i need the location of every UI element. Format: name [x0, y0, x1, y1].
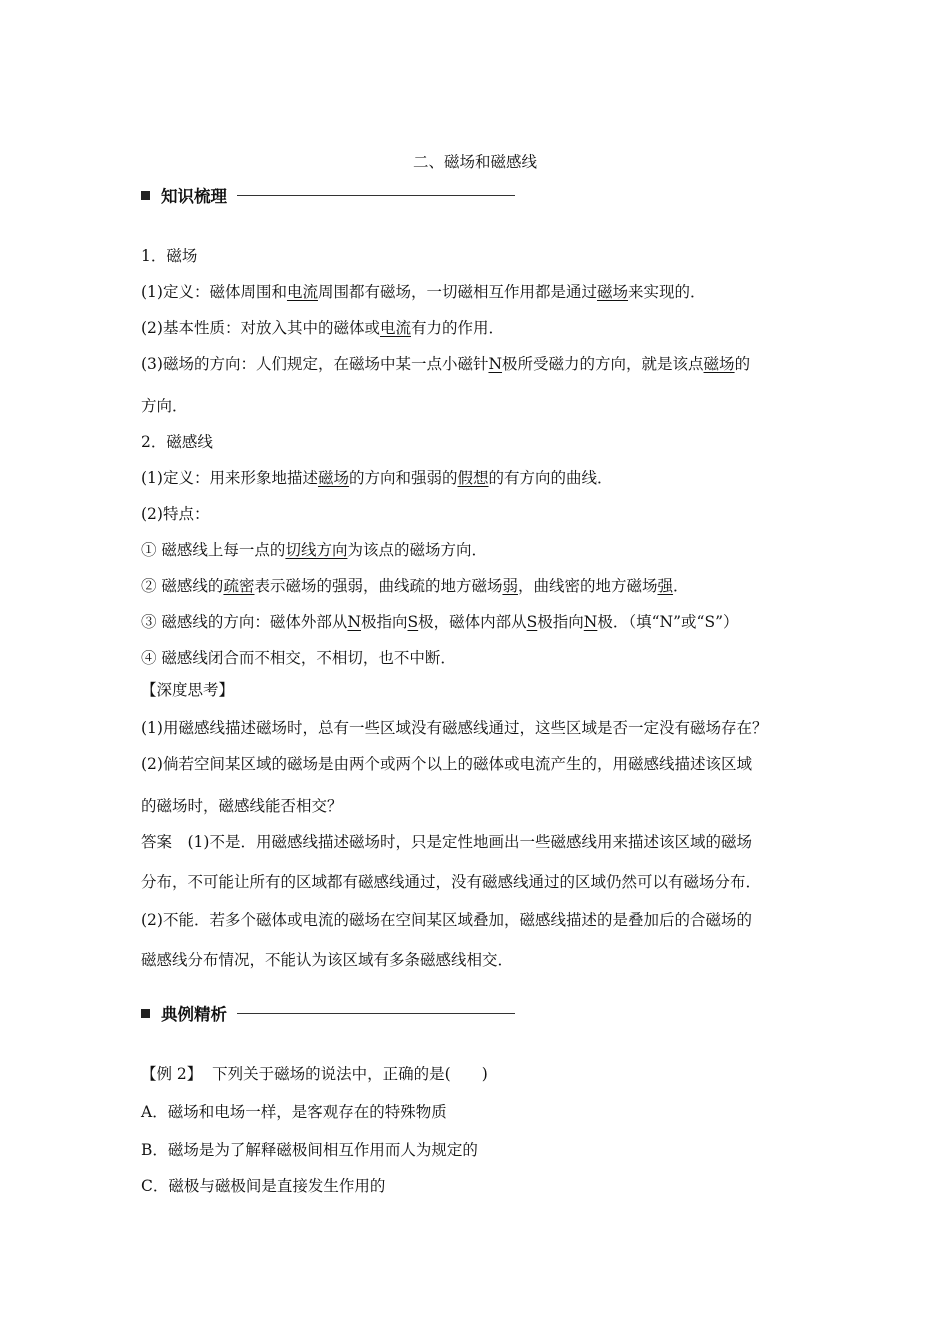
question-1: (1)用磁感线描述磁场时，总有一些区域没有磁感线通过，这些区域是否一定没有磁场存在？ — [141, 719, 768, 737]
direction-line: (3)磁场的方向：人们规定，在磁场中某一点小磁针N极所受磁力的方向，就是该点磁场的 — [141, 355, 751, 373]
section-header-examples — [141, 1002, 515, 1024]
option-c: C．磁极与磁极间是直接发生作用的 — [141, 1177, 386, 1195]
blank-answer: N — [583, 613, 598, 631]
heading-field-lines: 2．磁感线 — [141, 433, 213, 451]
example-stem: 下列关于磁场的说法中，正确的是( ) — [212, 1065, 488, 1083]
section-rule — [237, 1013, 515, 1014]
deep-thinking-label: 【深度思考】 — [141, 681, 235, 699]
field-line-definition: (1)定义：用来形象地描述磁场的方向和强弱的假想的有方向的曲线． — [141, 469, 613, 487]
square-bullet-icon — [141, 191, 150, 200]
answer-1: 答案 (1)不是．用磁感线描述磁场时，只是定性地画出一些磁感线用来描述该区域的磁场 — [141, 833, 752, 851]
blank-answer: 磁场 — [317, 469, 349, 487]
blank-answer: 电流 — [286, 283, 318, 301]
blank-answer: 假想 — [457, 469, 489, 487]
question-2-cont: 的磁场时，磁感线能否相交？ — [141, 797, 343, 815]
feature-3: ③ 磁感线的方向：磁体外部从N极指向S极，磁体内部从S极指向N极．（填“N”或“S”） — [141, 613, 739, 631]
example-tag: 【例 2】 — [141, 1065, 203, 1083]
answer-2: (2)不能．若多个磁体或电流的磁场在空间某区域叠加，磁感线描述的是叠加后的合磁场的 — [141, 911, 752, 929]
definition-line: (1)定义：磁体周围和电流周围都有磁场，一切磁相互作用都是通过磁场来实现的． — [141, 283, 706, 301]
blank-answer: 强 — [657, 577, 674, 595]
answer-2-cont: 磁感线分布情况，不能认为该区域有多条磁感线相交． — [141, 951, 514, 969]
square-bullet-icon — [141, 1009, 150, 1018]
blank-answer: 磁场 — [597, 283, 629, 301]
blank-answer: S — [526, 613, 538, 631]
blank-answer: 切线方向 — [285, 541, 348, 559]
feature-1: ① 磁感线上每一点的切线方向为该点的磁场方向． — [141, 541, 487, 559]
feature-2: ② 磁感线的疏密表示磁场的强弱，曲线疏的地方磁场弱，曲线密的地方磁场强． — [141, 577, 689, 595]
features-heading: (2)特点： — [141, 505, 210, 523]
feature-4: ④ 磁感线闭合而不相交，不相切，也不中断． — [141, 649, 456, 667]
example-question — [141, 1064, 488, 1084]
section-title: 知识梳理 — [161, 187, 227, 206]
blank-answer: 电流 — [379, 319, 411, 337]
question-2: (2)倘若空间某区域的磁场是由两个或两个以上的磁体或电流产生的，用磁感线描述该区域 — [141, 755, 752, 773]
option-b: B．磁场是为了解释磁极间相互作用而人为规定的 — [141, 1141, 478, 1159]
blank-answer: N — [347, 613, 361, 631]
blank-answer: 磁场 — [703, 355, 735, 373]
option-a: A．磁场和电场一样，是客观存在的特殊物质 — [141, 1103, 447, 1121]
section-header-knowledge — [141, 184, 515, 206]
direction-line-cont: 方向． — [141, 397, 188, 415]
property-line: (2)基本性质：对放入其中的磁体或电流有力的作用． — [141, 319, 504, 337]
section-title: 典例精析 — [161, 1005, 227, 1024]
heading-magnetic-field: 1．磁场 — [141, 247, 198, 265]
blank-answer: 弱 — [502, 577, 518, 595]
answer-1-cont: 分布，不可能让所有的区域都有磁感线通过，没有磁感线通过的区域仍然可以有磁场分布． — [141, 873, 762, 891]
page-title: 二、磁场和磁感线 — [412, 153, 537, 171]
blank-answer: 疏密 — [223, 577, 255, 595]
blank-answer: S — [407, 613, 419, 631]
section-rule — [237, 195, 515, 196]
blank-answer: N — [488, 355, 503, 373]
